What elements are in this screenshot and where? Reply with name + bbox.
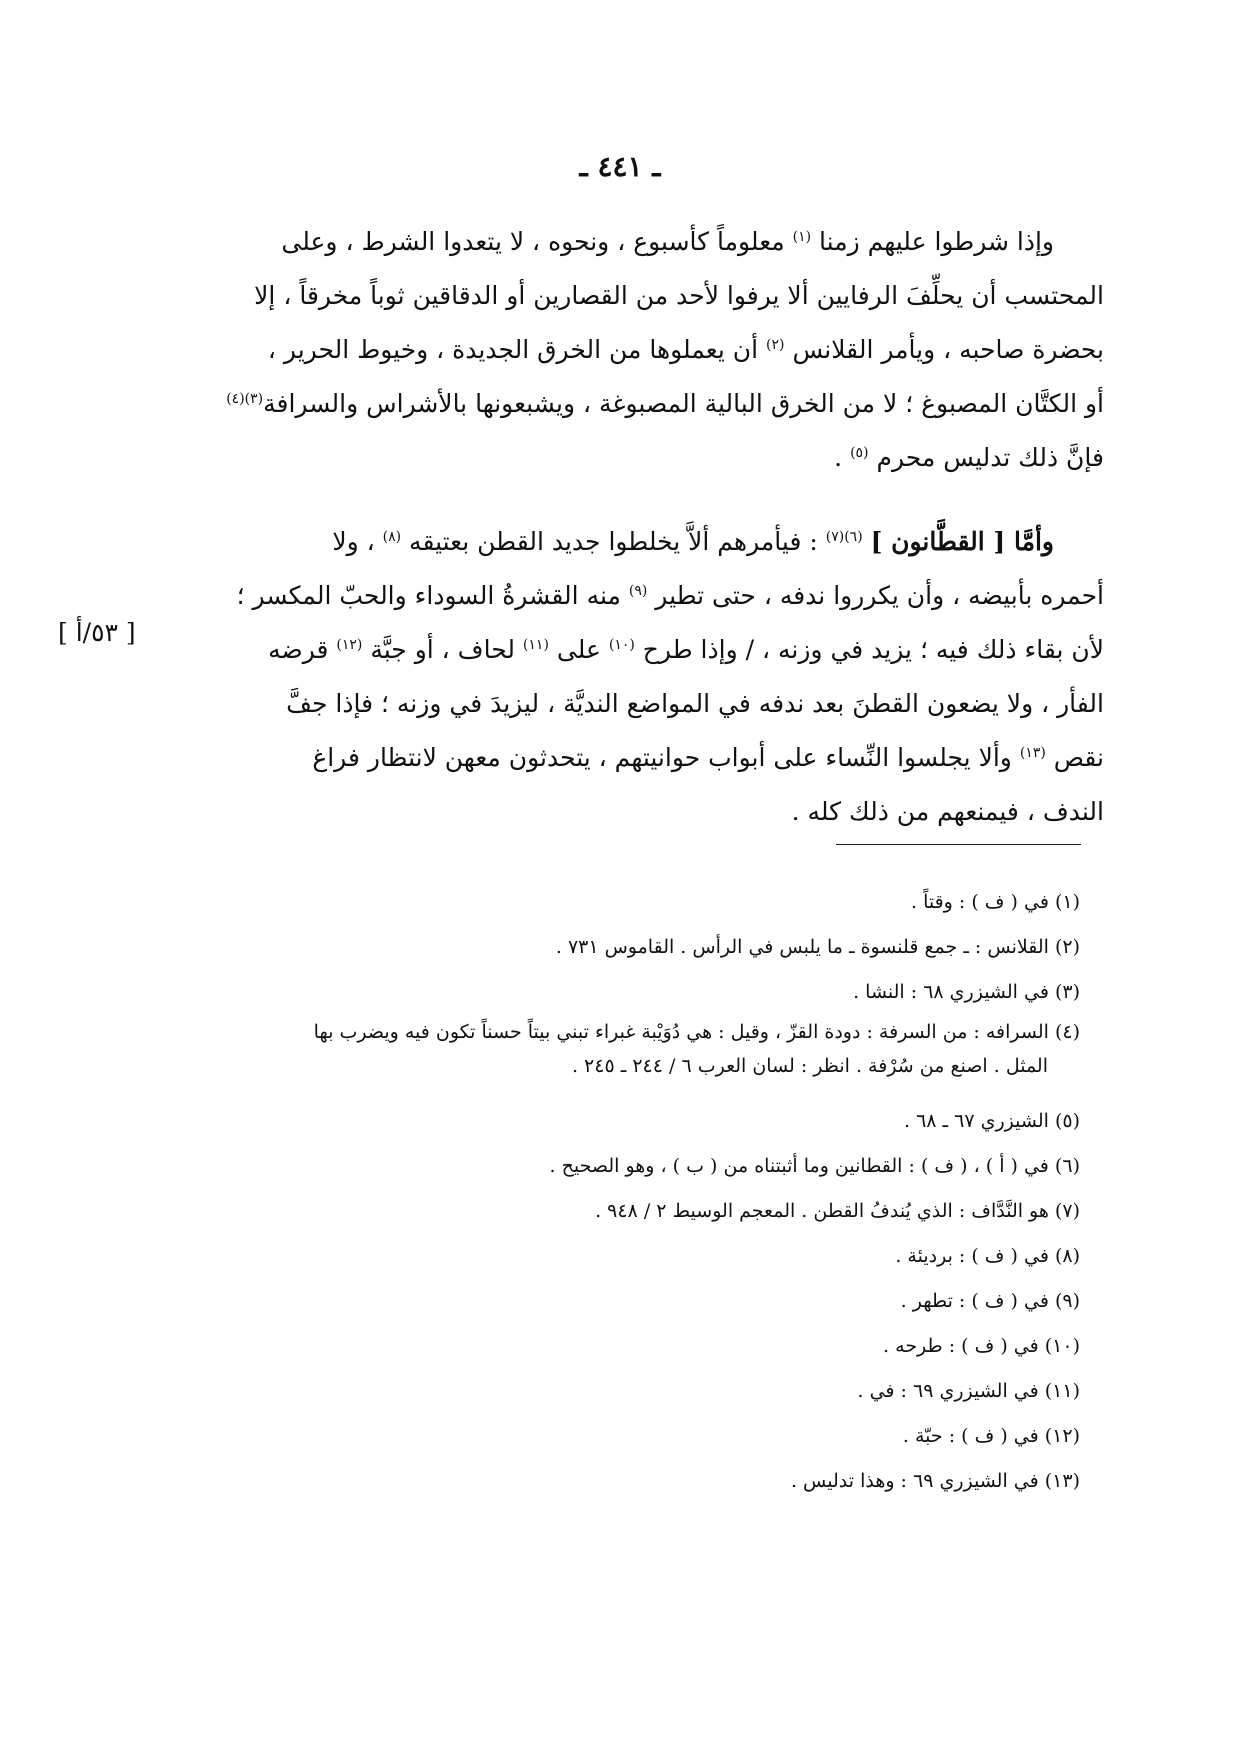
footnote-ref: (٩): [628, 583, 648, 599]
footnote-ref: (١٢): [336, 637, 363, 653]
text-line: أحمره بأبيضه ، وأن يكرروا ندفه ، حتى تطير $^{(٩)}$ منه القشرةُ السوداء والحبّ المكسر ؛: [236, 581, 1104, 610]
footnote: (٩) في ( ف ) : تطهر .: [900, 1290, 1080, 1312]
text-line: وأمَّا [ القطَّانون ] $^{(٦)(٧)}$ : فيأمرهم ألاَّ يخلطوا جديد القطن بعتيقه $^{(٨)}$ ، ولا: [332, 527, 1054, 556]
footnote-ref: (٣)(٤): [226, 391, 264, 407]
footnote-ref: (١٣): [1019, 745, 1046, 761]
footnote-ref: (٦)(٧): [825, 529, 863, 545]
footnote: (١٠) في ( ف ) : طرحه .: [883, 1335, 1080, 1357]
footnote: (٥) الشيزري ٦٧ ـ ٦٨ .: [903, 1110, 1080, 1132]
text-line: المحتسب أن يحلِّفَ الرفايين ألا يرفوا لأحد من القصارين أو الدقاقين ثوباً مخرقاً ، إلا: [254, 281, 1104, 310]
text-line: لأن بقاء ذلك فيه ؛ يزيد في وزنه ، / وإذا طرح $^{(١٠)}$ على $^{(١١)}$ لحاف ، أو جبَّة $^{(١٢)}$ قرضه: [268, 635, 1104, 664]
section-heading: وأمَّا [ القطَّانون ]: [870, 527, 1054, 556]
footnote: (٣) في الشيزري ٦٨ : النشا .: [853, 981, 1080, 1003]
folio-marker: [ ٥٣/أ ]: [58, 618, 136, 647]
footnote-ref: (١١): [522, 637, 549, 653]
text-line: الندف ، فيمنعهم من ذلك كله .: [791, 797, 1104, 826]
footnote: (٤) السرافه : من السرفة : دودة القزّ ، وقيل : هي دُوَيْبة غبراء تبني بيتاً حسناً تكون فيه ويضرب بها المثل . اصنع من سُرْفة . انظر : لسان العرب ٦ / ٢٤٤ ـ ٢٤٥ .: [313, 1021, 1080, 1077]
text-line: الفأر ، ولا يضعون القطنَ بعد ندفه في المواضع النديَّة ، ليزيدَ في وزنه ؛ فإذا جفَّ: [286, 689, 1104, 718]
footnote-ref: (٢): [766, 337, 785, 353]
text-line: وإذا شرطوا عليهم زمنا $^{(١)}$ معلوماً كأسبوع ، ونحوه ، لا يتعدوا الشرط ، وعلى: [281, 227, 1054, 256]
footnote-separator: [836, 844, 1081, 845]
text-line: نقص $^{(١٣)}$ وألا يجلسوا النِّساء على أبواب حوانيتهم ، يتحدثون معهن لانتظار فراغ: [312, 743, 1104, 772]
page-number: ـ ٤٤١ ـ: [579, 150, 661, 183]
paragraph-1: [144, 215, 1104, 485]
text-line: أو الكتَّان المصبوغ ؛ لا من الخرق البالية المصبوغة ، ويشبعونها بالأشراس والسرافة$^{(٣)(٤)}$: [226, 389, 1104, 418]
footnote: (١) في ( ف ) : وقتاً .: [911, 891, 1080, 913]
footnote: (١٣) في الشيزري ٦٩ : وهذا تدليس .: [790, 1470, 1080, 1492]
footnote: (٨) في ( ف ) : بردیئة .: [895, 1245, 1080, 1267]
footnote-ref: (١): [792, 229, 812, 245]
footnote: (١٢) في ( ف ) : حبّة .: [902, 1425, 1080, 1447]
footnote: (٦) في ( أ ) ، ( ف ) : القطانين وما أثبتناه من ( ب ) ، وهو الصحيح .: [549, 1155, 1080, 1177]
footnotes: [80, 880, 1080, 1504]
text-line: فإنَّ ذلك تدليس محرم $^{(٥)}$ .: [834, 443, 1104, 472]
footnote-ref: (٥): [850, 445, 869, 461]
text-line: بحضرة صاحبه ، ويأمر القلانس $^{(٢)}$ أن يعملوها من الخرق الجديدة ، وخيوط الحرير ،: [267, 335, 1104, 364]
paragraph-2: [144, 515, 1104, 839]
footnote-ref: (١٠): [608, 637, 635, 653]
footnote: (٢) القلانس : ـ جمع قلنسوة ـ ما يلبس في الرأس . القاموس ٧٣١ .: [555, 936, 1080, 958]
footnote: (٧) هو النَّدَّاف : الذي يُندفُ القطن . المعجم الوسيط ٢ / ٩٤٨ .: [595, 1200, 1080, 1222]
footnote-ref: (٨): [382, 529, 402, 545]
footnote: (١١) في الشيزري ٦٩ : في .: [857, 1380, 1080, 1402]
